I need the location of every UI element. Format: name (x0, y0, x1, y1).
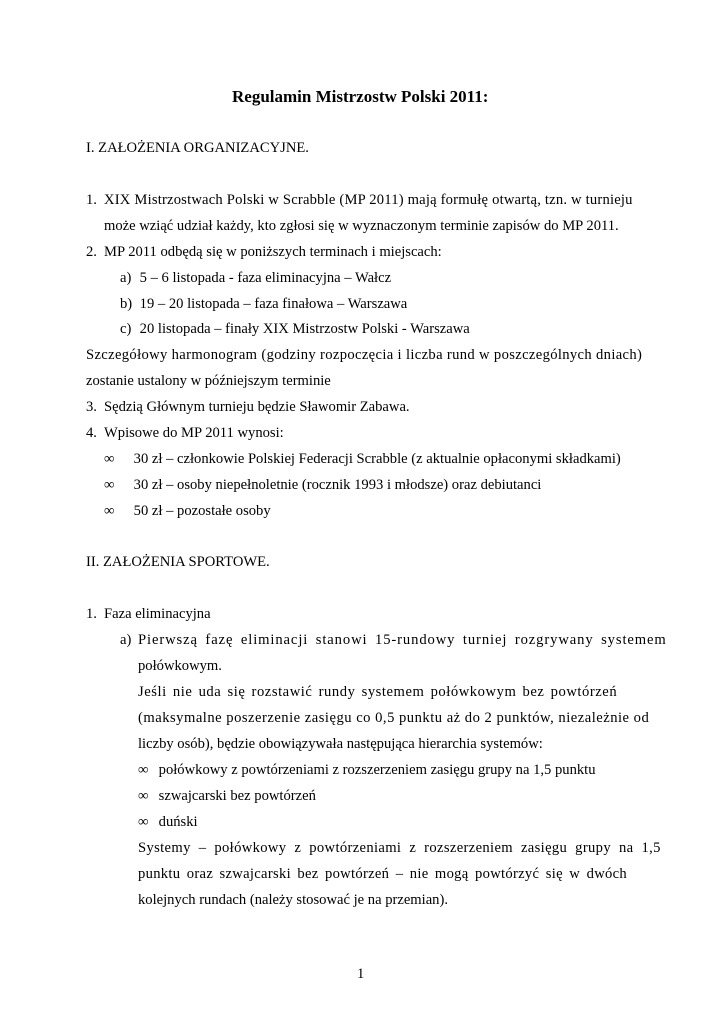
system-text: duński (158, 814, 198, 830)
systems-note-line-1: Systemy – połówkowy z powtórzeniami z rozszerzeniem zasięgu grupy na 1,5 (138, 840, 661, 856)
item-2-text: MP 2011 odbędą się w poniższych terminach i miejscach: (104, 244, 442, 260)
fee-text: 50 zł – pozostałe osoby (133, 503, 271, 519)
system-text: szwajcarski bez powtórzeń (158, 788, 316, 804)
schedule-text: 20 listopada – finały XIX Mistrzostw Polski - Warszawa (139, 321, 470, 337)
subitem-a-line-2: połówkowym. (138, 658, 222, 674)
fallback-line-1: Jeśli nie uda się rozstawić rundy systemem połówkowym bez powtórzeń (138, 684, 618, 700)
item-3-number: 3. (86, 399, 97, 415)
fee-item (104, 452, 621, 467)
item-4-text: Wpisowe do MP 2011 wynosi: (104, 425, 284, 441)
systems-note-line-2: punktu oraz szwajcarski bez powtórzeń – nie mogą powtórzyć się w dwóch (138, 866, 628, 882)
fallback-line-3: liczby osób), będzie obowiązywała następująca hierarchia systemów: (138, 736, 543, 752)
phase-title: Faza eliminacyjna (104, 606, 211, 622)
item-2-number: 2. (86, 244, 97, 260)
item-1-number: 1. (86, 192, 97, 208)
schedule-text: 5 – 6 listopada - faza eliminacyjna – Wałcz (139, 270, 392, 286)
section-1-heading: I. ZAŁOŻENIA ORGANIZACYJNE. (86, 140, 309, 156)
fee-item (104, 478, 541, 493)
infinity-bullet-icon: ∞ (138, 788, 149, 804)
system-item (138, 763, 596, 778)
infinity-bullet-icon: ∞ (138, 814, 149, 830)
document-title: Regulamin Mistrzostw Polski 2011: (232, 87, 489, 106)
item-4-number: 4. (86, 425, 97, 441)
fee-item (104, 504, 271, 519)
schedule-label: b) (120, 296, 133, 312)
infinity-bullet-icon: ∞ (104, 451, 115, 467)
schedule-item (120, 297, 407, 312)
schedule-item (120, 322, 470, 337)
fee-text: 30 zł – członkowie Polskiej Federacji Scrabble (z aktualnie opłaconymi składkami) (133, 451, 621, 467)
item-1-line-1-text: XIX Mistrzostwach Polski w Scrabble (MP 2011) mają formułę otwartą, tzn. w turnieju (104, 192, 633, 208)
schedule-text: 19 – 20 listopada – faza finałowa – Warszawa (139, 296, 408, 312)
phase-number: 1. (86, 606, 97, 622)
infinity-bullet-icon: ∞ (138, 762, 149, 778)
fallback-line-2: (maksymalne poszerzenie zasięgu co 0,5 punktu aż do 2 punktów, niezależnie od (138, 710, 650, 726)
schedule-label: a) (120, 270, 132, 286)
harmonogram-line-2: zostanie ustalony w późniejszym terminie (86, 373, 331, 389)
system-text: połówkowy z powtórzeniami z rozszerzeniem zasięgu grupy na 1,5 punktu (158, 762, 596, 778)
harmonogram-line-1: Szczegółowy harmonogram (godziny rozpoczęcia i liczba rund w poszczególnych dniach) (86, 347, 643, 363)
subitem-a-label: a) (120, 632, 132, 648)
item-1-line-1 (104, 193, 639, 208)
infinity-bullet-icon: ∞ (104, 477, 115, 493)
fee-text: 30 zł – osoby niepełnoletnie (rocznik 1993 i młodsze) oraz debiutanci (133, 477, 542, 493)
schedule-label: c) (120, 321, 132, 337)
systems-note-line-3: kolejnych rundach (należy stosować je na przemian). (138, 892, 448, 908)
section-2-heading: II. ZAŁOŻENIA SPORTOWE. (86, 554, 270, 570)
item-1-line-2: może wziąć udział każdy, kto zgłosi się w wyznaczonym terminie zapisów do MP 2011. (104, 218, 619, 234)
system-item (138, 815, 198, 830)
item-3-text: Sędzią Głównym turnieju będzie Sławomir Zabawa. (104, 399, 410, 415)
infinity-bullet-icon: ∞ (104, 503, 115, 519)
system-item (138, 789, 316, 804)
subitem-a-line-1: Pierwszą fazę eliminacji stanowi 15-rundowy turniej rozgrywany systemem (138, 632, 667, 648)
schedule-item (120, 271, 391, 286)
page-number: 1 (357, 966, 365, 982)
